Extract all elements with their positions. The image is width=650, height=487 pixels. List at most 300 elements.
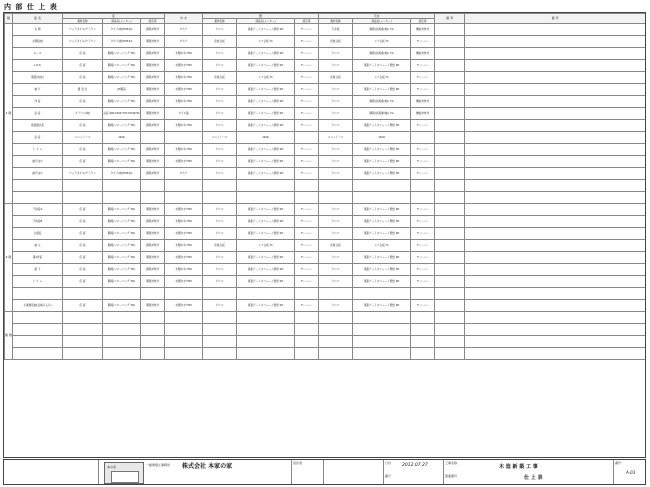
floor-material: 床 板	[63, 60, 103, 72]
wall-product: 東亜ゲートボリューム壁紙 SH	[237, 168, 295, 180]
ceiling-material: クロス	[319, 84, 353, 96]
designer-cell	[292, 460, 324, 484]
wall-spec: F☆☆☆☆	[295, 264, 319, 276]
wall-spec: F☆☆☆☆	[295, 276, 319, 288]
floor-spec: 保険対象外	[141, 84, 165, 96]
ceiling-material: クロス	[319, 120, 353, 132]
wall-product: 1616	[237, 132, 295, 144]
ceiling-material: クロス	[319, 96, 353, 108]
drawn-label: 図面番号	[445, 474, 458, 478]
remarks-cell	[435, 300, 465, 312]
header-remarks: 備 考	[435, 14, 465, 24]
header-ceiling: 天井	[319, 14, 435, 19]
floor-product: 静岡(フローリング TD)	[103, 60, 141, 72]
table-row	[5, 72, 646, 84]
table-row	[5, 96, 646, 108]
floor-product: 静岡(フローリング TD)	[103, 120, 141, 132]
wall-material: クロス	[203, 144, 237, 156]
ceiling-product	[353, 192, 411, 204]
wall-material	[203, 348, 237, 360]
floor-material: 床 板	[63, 48, 103, 60]
ceiling-spec	[411, 324, 435, 336]
floor-material: 床 板	[63, 204, 103, 216]
room-name: 玄関収納	[13, 36, 63, 48]
remarks-cell	[435, 168, 465, 180]
note-cell	[465, 48, 646, 60]
room-name: 納戸ほか	[13, 156, 63, 168]
table-row	[5, 348, 646, 360]
wall-spec: F☆☆☆☆	[295, 120, 319, 132]
wall-material	[203, 324, 237, 336]
remarks-cell	[435, 276, 465, 288]
ceiling-spec: F☆☆☆☆	[411, 300, 435, 312]
floor-material: 畳 表 仕	[63, 84, 103, 96]
floor-spec: 保険対象外	[141, 252, 165, 264]
wall-spec: F☆☆☆☆	[295, 216, 319, 228]
room-name	[13, 336, 63, 348]
wall-material: 化粧合板	[203, 36, 237, 48]
ceiling-product: 東亜ゲートボリューム壁紙 SH	[353, 60, 411, 72]
ceiling-material: クロス	[319, 276, 353, 288]
finish-schedule-sheet	[3, 12, 646, 458]
ceiling-spec	[411, 312, 435, 324]
baseboard: タカラ	[165, 24, 203, 36]
logo-caption: 本の家	[107, 465, 117, 469]
room-name: 洋 室	[13, 96, 63, 108]
remarks-cell	[435, 324, 465, 336]
wall-material: 化粧合板	[203, 240, 237, 252]
header-ceiling-spec: 認定等	[411, 19, 435, 24]
wall-spec	[295, 288, 319, 300]
note-cell	[465, 96, 646, 108]
floor-material: 床 板	[63, 240, 103, 252]
floor-material: 床 板	[63, 276, 103, 288]
wall-product: 東亜ゲートボリューム壁紙 SH	[237, 60, 295, 72]
ceiling-spec: 機能対象外	[411, 96, 435, 108]
title-block	[3, 459, 646, 485]
floor-material: ユニットバス	[63, 132, 103, 144]
floor-product	[103, 324, 141, 336]
house-icon	[111, 471, 139, 483]
room-name: ト イ レ	[13, 276, 63, 288]
floor-product	[103, 312, 141, 324]
room-name	[13, 192, 63, 204]
wall-product: 東亜ゲートボリューム壁紙 SH	[237, 96, 295, 108]
room-name	[13, 348, 63, 360]
remarks-cell	[435, 192, 465, 204]
table-row	[5, 288, 646, 300]
wall-spec: F☆☆☆☆	[295, 36, 319, 48]
ceiling-spec: 機能対象外	[411, 48, 435, 60]
ceiling-product: 静岡(北海道(株)) YG	[353, 24, 411, 36]
floor-product: 静岡(フローリング TD)	[103, 252, 141, 264]
wall-material	[203, 336, 237, 348]
table-row	[5, 48, 646, 60]
wall-product: 東亜ゲートボリューム壁紙 SH	[237, 84, 295, 96]
note-cell	[465, 108, 646, 120]
table-row	[5, 168, 646, 180]
ceiling-material: クロス	[319, 216, 353, 228]
baseboard: 木製巾木 H50	[165, 204, 203, 216]
ceiling-material: クロス	[319, 48, 353, 60]
baseboard: 木製巾木 H50	[165, 144, 203, 156]
remarks-cell	[435, 252, 465, 264]
wall-material: ユニットバス	[203, 132, 237, 144]
ceiling-spec	[411, 192, 435, 204]
header-wall-product: 商品名(メーカー)	[237, 19, 295, 24]
ceiling-spec: F☆☆☆☆	[411, 276, 435, 288]
floor-spec	[141, 348, 165, 360]
wall-spec: F☆☆☆☆	[295, 48, 319, 60]
wall-material: クロス	[203, 264, 237, 276]
ceiling-material: クロス	[319, 300, 353, 312]
floor-material	[63, 348, 103, 360]
floor-material: 床 板	[63, 72, 103, 84]
ceiling-spec: F☆☆☆☆	[411, 252, 435, 264]
floor-material: 床 板	[63, 144, 103, 156]
floor-spec	[141, 324, 165, 336]
floor-spec: 保険対象外	[141, 120, 165, 132]
table-row	[5, 84, 646, 96]
scale-label: 縮尺	[385, 474, 392, 478]
wall-product: 東亜ゲートボリューム壁紙 SH	[237, 24, 295, 36]
floor-spec	[141, 336, 165, 348]
wall-material: クロス	[203, 228, 237, 240]
table-body	[5, 24, 646, 360]
ceiling-material	[319, 324, 353, 336]
ceiling-material	[319, 348, 353, 360]
floor-spec: 保険対象外	[141, 240, 165, 252]
wall-spec: F☆☆☆☆	[295, 108, 319, 120]
floor-product	[103, 192, 141, 204]
note-cell	[465, 336, 646, 348]
table-row	[5, 156, 646, 168]
ceiling-material: 化粧合板	[319, 72, 353, 84]
ceiling-product	[353, 288, 411, 300]
wall-material	[203, 192, 237, 204]
ceiling-spec: F☆☆☆☆	[411, 72, 435, 84]
header-baseboard: 巾 木	[165, 14, 203, 24]
ceiling-spec	[411, 180, 435, 192]
remarks-cell	[435, 240, 465, 252]
note-cell	[465, 348, 646, 360]
floor-product: 静岡(フローリング TD)	[103, 216, 141, 228]
ceiling-material: ユニットバス	[319, 132, 353, 144]
room-name	[13, 180, 63, 192]
ceiling-spec: F☆☆☆☆	[411, 264, 435, 276]
note-cell	[465, 204, 646, 216]
floor-spec: 保険対象外	[141, 300, 165, 312]
wall-product: 東亜ゲートボリューム壁紙 SH	[237, 228, 295, 240]
room-name: 浴 室	[13, 108, 63, 120]
table-row	[5, 204, 646, 216]
drawing-number-cell	[614, 460, 645, 484]
wall-material: 化粧合板	[203, 72, 237, 84]
room-name: 納 戸	[13, 84, 63, 96]
baseboard: 木製巾木 H50	[165, 264, 203, 276]
remarks-cell	[435, 336, 465, 348]
table-row	[5, 180, 646, 192]
floor-level-cell: 1 階	[5, 24, 13, 204]
table-row	[5, 120, 646, 132]
note-cell	[465, 276, 646, 288]
floor-material	[63, 324, 103, 336]
floor-spec	[141, 132, 165, 144]
company-cell	[144, 460, 292, 484]
baseboard: 木製巾木 H50	[165, 72, 203, 84]
floor-spec: 保険対象外	[141, 204, 165, 216]
wall-product	[237, 324, 295, 336]
ceiling-spec: 機能対象外	[411, 24, 435, 36]
note-cell	[465, 300, 646, 312]
wall-product	[237, 180, 295, 192]
drawing-number: A-03	[626, 470, 636, 475]
ceiling-spec	[411, 336, 435, 348]
header-note: 備 考	[465, 14, 646, 24]
room-name: 浴 室	[13, 132, 63, 144]
baseboard	[165, 336, 203, 348]
remarks-cell	[435, 24, 465, 36]
blank-cell	[324, 460, 384, 484]
wall-material: クロス	[203, 204, 237, 216]
wall-product: 東亜ゲートボリューム壁紙 SH	[237, 156, 295, 168]
remarks-cell	[435, 180, 465, 192]
remarks-cell	[435, 216, 465, 228]
wall-product	[237, 336, 295, 348]
ceiling-product: 東亜ゲートボリューム壁紙 SH	[353, 300, 411, 312]
ceiling-product: 東亜ゲートボリューム壁紙 SH	[353, 168, 411, 180]
wall-product: 東亜ゲートボリューム壁紙 SH	[237, 144, 295, 156]
floor-spec: 保険対象外	[141, 228, 165, 240]
header-floor: 床	[63, 14, 165, 19]
remarks-cell	[435, 156, 465, 168]
table-row	[5, 276, 646, 288]
floor-spec: 保険対象外	[141, 36, 165, 48]
ceiling-spec: F☆☆☆☆	[411, 228, 435, 240]
floor-spec: 保険対象外	[141, 72, 165, 84]
remarks-cell	[435, 72, 465, 84]
baseboard: 木製巾木 H50	[165, 96, 203, 108]
wall-material: クロス	[203, 24, 237, 36]
floor-material: ウッドタイル/クラウン	[63, 168, 103, 180]
floor-material: 床 板	[63, 228, 103, 240]
ceiling-material: クロス	[319, 264, 353, 276]
ceiling-spec: F☆☆☆☆	[411, 156, 435, 168]
room-name: 子供室B	[13, 216, 63, 228]
ceiling-material: クロス	[319, 108, 353, 120]
floor-product: 静岡(フローリング TD)	[103, 72, 141, 84]
remarks-cell	[435, 204, 465, 216]
wall-spec: F☆☆☆☆	[295, 84, 319, 96]
wall-spec: F☆☆☆☆	[295, 204, 319, 216]
remarks-cell	[435, 132, 465, 144]
room-name: 主寝室	[13, 228, 63, 240]
floor-spec	[141, 180, 165, 192]
ceiling-product	[353, 324, 411, 336]
floor-spec: 保険対象外	[141, 276, 165, 288]
note-cell	[465, 228, 646, 240]
ceiling-spec: F☆☆☆☆	[411, 120, 435, 132]
header-floor-level: 階	[5, 14, 13, 24]
ceiling-product: シナ合板 T1	[353, 240, 411, 252]
floor-product: タカラ(株)TCB-5C	[103, 168, 141, 180]
wall-material	[203, 288, 237, 300]
date-cell	[384, 460, 444, 484]
room-name: L D K	[13, 60, 63, 72]
header-wall-spec: 認定等	[295, 19, 319, 24]
ceiling-spec: F☆☆☆☆	[411, 240, 435, 252]
ceiling-product: 東亜ゲートボリューム壁紙 SH	[353, 156, 411, 168]
ceiling-product: 1616	[353, 132, 411, 144]
note-cell	[465, 312, 646, 324]
floor-product: 静岡(フローリング TD)	[103, 228, 141, 240]
room-name: 階段(吹抜)	[13, 72, 63, 84]
ceiling-material	[319, 180, 353, 192]
floor-spec: 保険対象外	[141, 96, 165, 108]
note-cell	[465, 240, 646, 252]
room-name	[13, 288, 63, 300]
baseboard: 木製巾木 H50	[165, 48, 203, 60]
wall-product: シナ合板 T1	[237, 72, 295, 84]
floor-material: 床 板	[63, 216, 103, 228]
ceiling-spec	[411, 348, 435, 360]
ceiling-material	[319, 192, 353, 204]
table-row	[5, 216, 646, 228]
ceiling-product: 静岡(北海道(株)) YG	[353, 96, 411, 108]
room-name: 納 入	[13, 240, 63, 252]
ceiling-product: 東亜ゲートボリューム壁紙 SH	[353, 228, 411, 240]
wall-spec	[295, 336, 319, 348]
baseboard: 木製巾木 H50	[165, 120, 203, 132]
note-cell	[465, 180, 646, 192]
header-ceiling-product: 商品名(メーカー)	[353, 19, 411, 24]
table-row	[5, 228, 646, 240]
floor-material	[63, 288, 103, 300]
table-row	[5, 252, 646, 264]
remarks-cell	[435, 228, 465, 240]
wall-spec	[295, 192, 319, 204]
floor-product: 静岡(フローリング TD)	[103, 156, 141, 168]
table-row	[5, 108, 646, 120]
note-cell	[465, 324, 646, 336]
remarks-cell	[435, 96, 465, 108]
ceiling-spec: F☆☆☆☆	[411, 204, 435, 216]
floor-material	[63, 192, 103, 204]
wall-product	[237, 288, 295, 300]
floor-product: 静岡(フローリング TD)	[103, 48, 141, 60]
wall-spec: F☆☆☆☆	[295, 252, 319, 264]
note-cell	[465, 60, 646, 72]
ceiling-product: 静岡(北海道(株)) YG	[353, 108, 411, 120]
baseboard: 木製巾木 H50	[165, 228, 203, 240]
floor-product: 静岡(フローリング TD)	[103, 264, 141, 276]
baseboard: 木製巾木 H50	[165, 60, 203, 72]
ceiling-material	[319, 288, 353, 300]
baseboard: タカラ	[165, 36, 203, 48]
wall-spec	[295, 324, 319, 336]
ceiling-product	[353, 348, 411, 360]
wall-product: 東亜ゲートボリューム壁紙 SH	[237, 48, 295, 60]
remarks-cell	[435, 288, 465, 300]
footer-blank	[4, 460, 99, 484]
baseboard	[165, 192, 203, 204]
finish-table	[4, 13, 646, 360]
ceiling-material: クロス	[319, 228, 353, 240]
floor-material: 床 板	[63, 252, 103, 264]
baseboard: 木製巾木 H50	[165, 300, 203, 312]
drawing-number-label: 番号	[615, 461, 622, 465]
note-cell	[465, 84, 646, 96]
wall-spec: F☆☆☆☆	[295, 96, 319, 108]
wall-spec: F☆☆☆☆	[295, 240, 319, 252]
ceiling-material: クロス	[319, 156, 353, 168]
baseboard: 木製巾木 H50	[165, 240, 203, 252]
floor-spec: 保険対象外	[141, 156, 165, 168]
room-name: 洗面脱衣室	[13, 120, 63, 132]
note-cell	[465, 120, 646, 132]
ceiling-product: シナ合板 T1	[353, 36, 411, 48]
ceiling-spec	[411, 132, 435, 144]
wall-product	[237, 348, 295, 360]
ceiling-material: クロス	[319, 60, 353, 72]
floor-material: ウッドタイル/クラウン	[63, 36, 103, 48]
ceiling-material: 天井板	[319, 24, 353, 36]
room-name: 納戸ほか	[13, 168, 63, 180]
floor-product: 静岡(フローリング TD)	[103, 240, 141, 252]
ceiling-product	[353, 180, 411, 192]
wall-material: クロス	[203, 300, 237, 312]
floor-material: ウッドタイル/クラウン	[63, 24, 103, 36]
note-cell	[465, 288, 646, 300]
ceiling-product: 東亜ゲートボリューム壁紙 SH	[353, 252, 411, 264]
floor-spec: 保険対象外	[141, 108, 165, 120]
wall-material: クロス	[203, 216, 237, 228]
note-cell	[465, 144, 646, 156]
baseboard: タイル貼	[165, 108, 203, 120]
remarks-cell	[435, 264, 465, 276]
table-row	[5, 60, 646, 72]
wall-material: クロス	[203, 120, 237, 132]
floor-product: 1616	[103, 132, 141, 144]
project-name: 木 造 新 築 工 事	[499, 464, 538, 470]
floor-spec	[141, 312, 165, 324]
floor-material: クラウン(株)	[63, 108, 103, 120]
table-row	[5, 36, 646, 48]
ceiling-spec: F☆☆☆☆	[411, 216, 435, 228]
note-cell	[465, 156, 646, 168]
floor-spec: 保険対象外	[141, 24, 165, 36]
floor-product: タカラ(株)TCB-5C	[103, 36, 141, 48]
project-cell	[444, 460, 614, 484]
note-cell	[465, 24, 646, 36]
header-ceiling-material: 素材名称	[319, 19, 353, 24]
wall-material: クロス	[203, 96, 237, 108]
ceiling-product: 東亜ゲートボリューム壁紙 SH	[353, 216, 411, 228]
floor-product: 静岡(フローリング TD)	[103, 300, 141, 312]
ceiling-spec: 機能対象外	[411, 108, 435, 120]
room-name: 玄 関	[13, 24, 63, 36]
ceiling-product	[353, 336, 411, 348]
floor-spec: 保険対象外	[141, 60, 165, 72]
baseboard	[165, 324, 203, 336]
floor-material: 床 板	[63, 120, 103, 132]
note-cell	[465, 216, 646, 228]
wall-product: 東亜ゲートボリューム壁紙 SH	[237, 216, 295, 228]
project-label: 工事名称	[445, 461, 458, 465]
floor-spec: 保険対象外	[141, 168, 165, 180]
floor-product: 静岡(フローリング TD)	[103, 96, 141, 108]
table-row	[5, 132, 646, 144]
